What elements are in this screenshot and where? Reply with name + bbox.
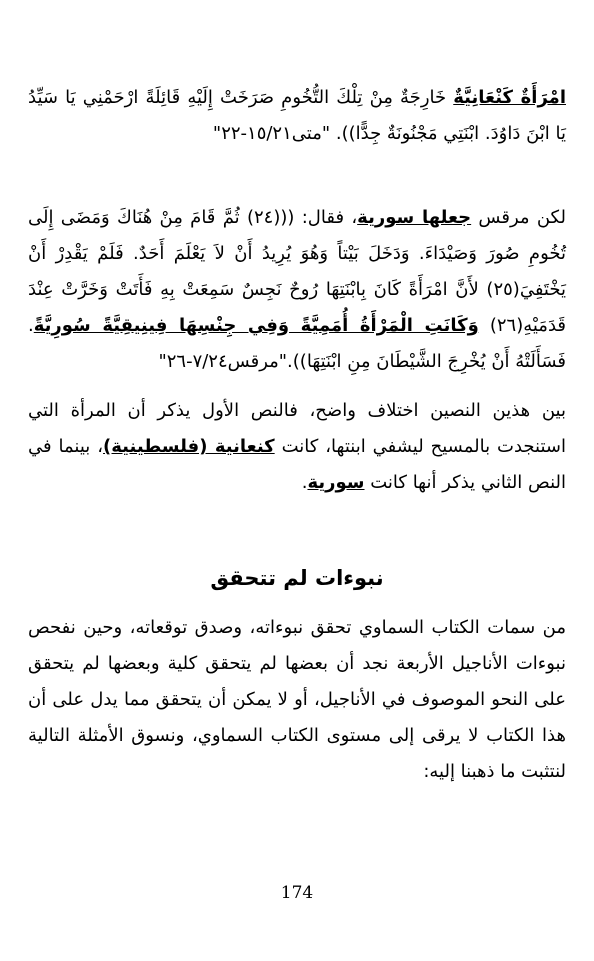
paragraph-matthew-quote (28, 80, 566, 152)
paragraph-prophecies: من سمات الكتاب السماوي تحقق نبوءاته، وصدق توقعاته، وحين نفحص نبوءات الأناجيل الأربعة نجد أن بعضها لم يتحقق كلية وبعضها لم يتحقق على النحو الموصوف في الأناجيل، أو لا يمكن أن يتحقق مما يدل على أن هذا الكتاب لا يرقى إلى مستوى الكتاب السماوي، ونسوق الأمثلة التالية لنتثبت ما ذهبنا إليه: (28, 617, 566, 782)
syrian-phrase: سورية (307, 472, 365, 493)
paragraph-contradiction (28, 393, 566, 501)
matthew-quote-text: خَارِجَةٌ مِنْ تِلْكَ التُّخُومِ صَرَخَتْ إِلَيْهِ قَائِلَةً ارْحَمْنِي يَا سَيِّدُ يَا ابْنَ دَاوُدَ. ابْنَتِي مَجْنُونَةٌ جِدًّا)). "متى١٥/٢١-٢٢" (28, 87, 566, 144)
made-her-syrian-phrase: جعلها سورية (357, 207, 472, 228)
canaanite-palestinian-phrase: كنعانية (فلسطينية) (103, 436, 275, 457)
contradiction-text-2: ، بينما في النص الثاني يذكر أنها كانت (28, 436, 566, 493)
syrophoenician-phrase: وَكَانَتِ الْمَرْأَةُ أُمَمِيَّةً وَفِي جِنْسِهَا فِينِيقِيَّةً سُورِيَّةً (33, 315, 479, 336)
mark-quote-end: . فَسَأَلَتْهُ أَنْ يُخْرِجَ الشَّيْطَانَ مِنِ ابْنَتِهَا))."مرقس٧/٢٤-٢٦" (28, 315, 566, 372)
contradiction-end: . (301, 472, 308, 493)
page-number: 174 (280, 883, 314, 903)
contradiction-text: بين هذين النصين اختلاف واضح، فالنص الأول يذكر أن المرأة التي استنجدت بالمسيح ليشفي ابنتها، كانت (28, 400, 566, 457)
section-heading: نبوءات لم تتحقق (210, 566, 384, 590)
paragraph-mark-quote (28, 200, 566, 380)
mark-intro: لكن مرقس (471, 207, 566, 228)
mark-quote-text: ، فقال: (((٢٤) ثُمَّ قَامَ مِنْ هُنَاكَ وَمَضَى إِلَى تُخُومِ صُورَ وَصَيْدَاءَ. وَدَخَلَ بَيْتاً وَهُوَ يُرِيدُ أَنْ لاَ يَعْلَمَ أَحَدٌ. فَلَمْ يَقْدِرْ أَنْ يَخْتَفِيَ(٢٥) لأَنَّ امْرَأَةً كَانَ بِابْنَتِهَا رُوحٌ نَجِسٌ سَمِعَتْ بِهِ فَأَتَتْ وَخَرَّتْ عِنْدَ قَدَمَيْهِ(٢٦) (28, 207, 567, 336)
canaanite-woman-phrase: امْرَأَةٌ كَنْعَانِيَّةٌ (453, 87, 566, 108)
